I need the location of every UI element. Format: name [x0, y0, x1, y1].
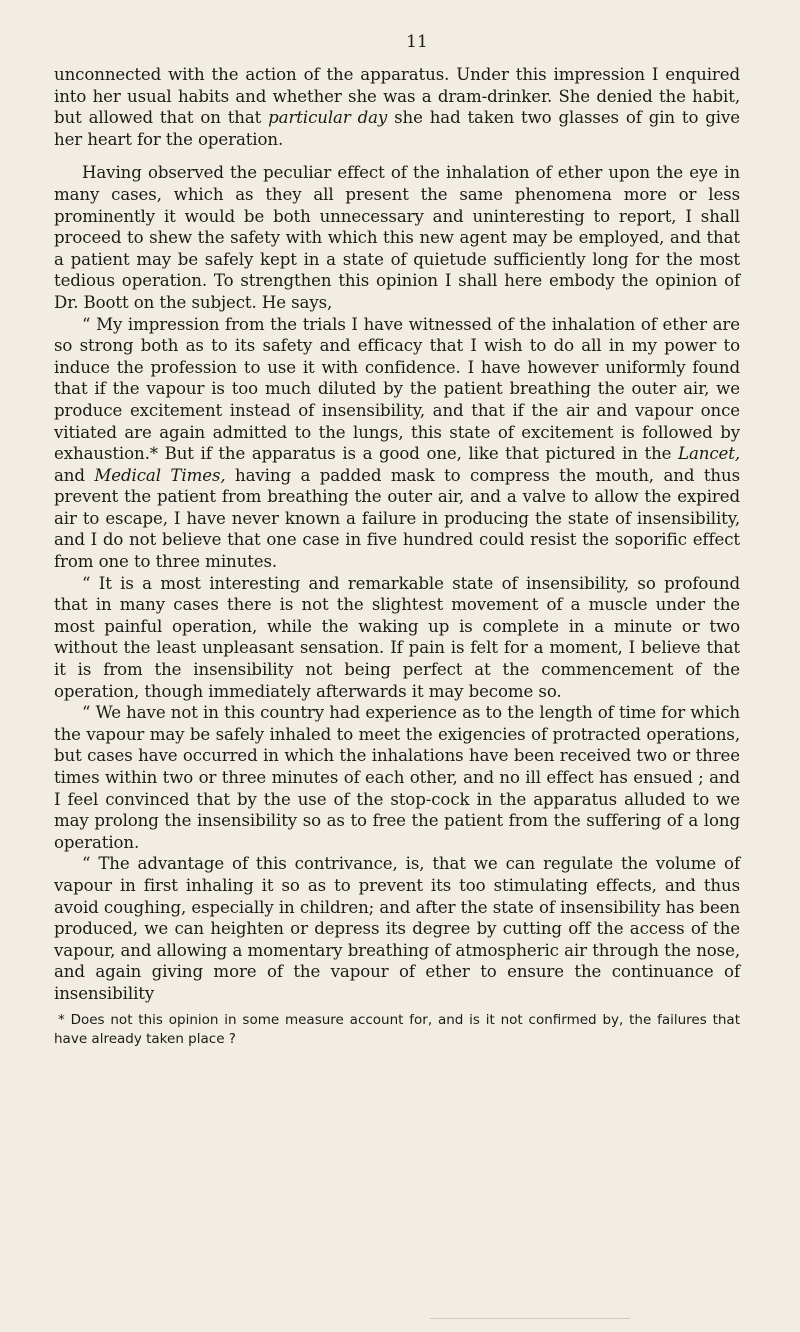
body-text [54, 64, 740, 1005]
paragraph [54, 314, 740, 573]
paragraph [54, 853, 740, 1004]
paragraph [54, 573, 740, 703]
text-run: Having observed the peculiar effect of the inhalation of ether upon the eye in many cases, which as they all present the same phenomena more or less prominently it would be both unnecessary and uninteresting to report, I shall proceed to shew the safety with which this new agent may be employed, and that a patient may be safely kept in a state of quietude sufficiently long for the most tedious operation. To strengthen this opinion I shall here embody the opinion of Dr. Boott on the subject. He says, [54, 163, 740, 312]
footnote: * Does not this opinion in some measure account for, and is it not confirmed by, the failures that have already taken place ? [54, 1011, 740, 1047]
italic-text-run: particular day [268, 108, 388, 128]
paragraph [54, 162, 740, 313]
italic-text-run: Lancet, [678, 444, 740, 464]
page-number: 11 [406, 32, 428, 52]
text-run: “ My impression from the trials I have witnessed of the inhalation of ether are so strong both as to its safety and efficacy that I wish to do all in my power to induce the profession to use it with confidence. I have however uniformly found that if the vapour is too much diluted by the patient breathing the outer air, we produce excitement instead of insensibility, and that if the air and vapour once vitiated are again admitted to the lungs, this state of excitement is followed by exhaustion.* But if the apparatus is a good one, like that pictured in the [54, 314, 740, 464]
italic-text-run: Medical Times, [94, 465, 226, 485]
bottom-rule [430, 1318, 630, 1319]
text-run: unconnected with the action of the apparatus. Under this impression I enquired into her usual habits and whether she was a dram-drinker. She denied the habit, but allowed that on that [54, 65, 740, 128]
text-run: “ It is a most interesting and remarkable state of insensibility, so profound that in many cases there is not the slightest movement of a muscle under the most painful operation, while the waking up is complete in a minute or two without the least unpleasant sensation. If pain is felt for a moment, I believe that it is from the insensibility not being perfect at the commencement of the operation, though immediately afterwards it may become so. [54, 573, 740, 701]
text-run: “ We have not in this country had experience as to the length of time for which the vapour may be safely inhaled to meet the exigencies of protracted operations, but cases have occurred in which the inhalations have been received two or three times within two or three minutes of each other, and no ill effect has ensued ; and I feel convinced that by the use of the stop-cock in the apparatus alluded to we may prolong the insensibility so as to free the patient from the suffering of a long operation. [54, 703, 740, 852]
paragraph [54, 64, 740, 150]
text-run: and [54, 465, 95, 485]
paragraph [54, 702, 740, 853]
text-run: having a padded mask to compress the mouth, and thus prevent the patient from breathing the outer air, and a valve to allow the expired air to escape, I have never known a failure in producing the state of insensibility, and I do not believe that one case in five hundred could resist the soporific effect from one to three minutes. [54, 465, 740, 572]
text-run: “ The advantage of this contrivance, is, that we can regulate the volume of vapour in first inhaling it so as to prevent its too stimulating effects, and thus avoid coughing, especially in children; and after the state of insensibility has been produced, we can heighten or depress its degree by cutting off the access of the vapour, and allowing a momentary breathing of atmospheric air through the nose, and again giving more of the vapour of ether to ensure the continuance of insensibility [54, 854, 740, 1003]
text-run: she had taken two glasses of gin to give her heart for the operation. [54, 108, 740, 149]
